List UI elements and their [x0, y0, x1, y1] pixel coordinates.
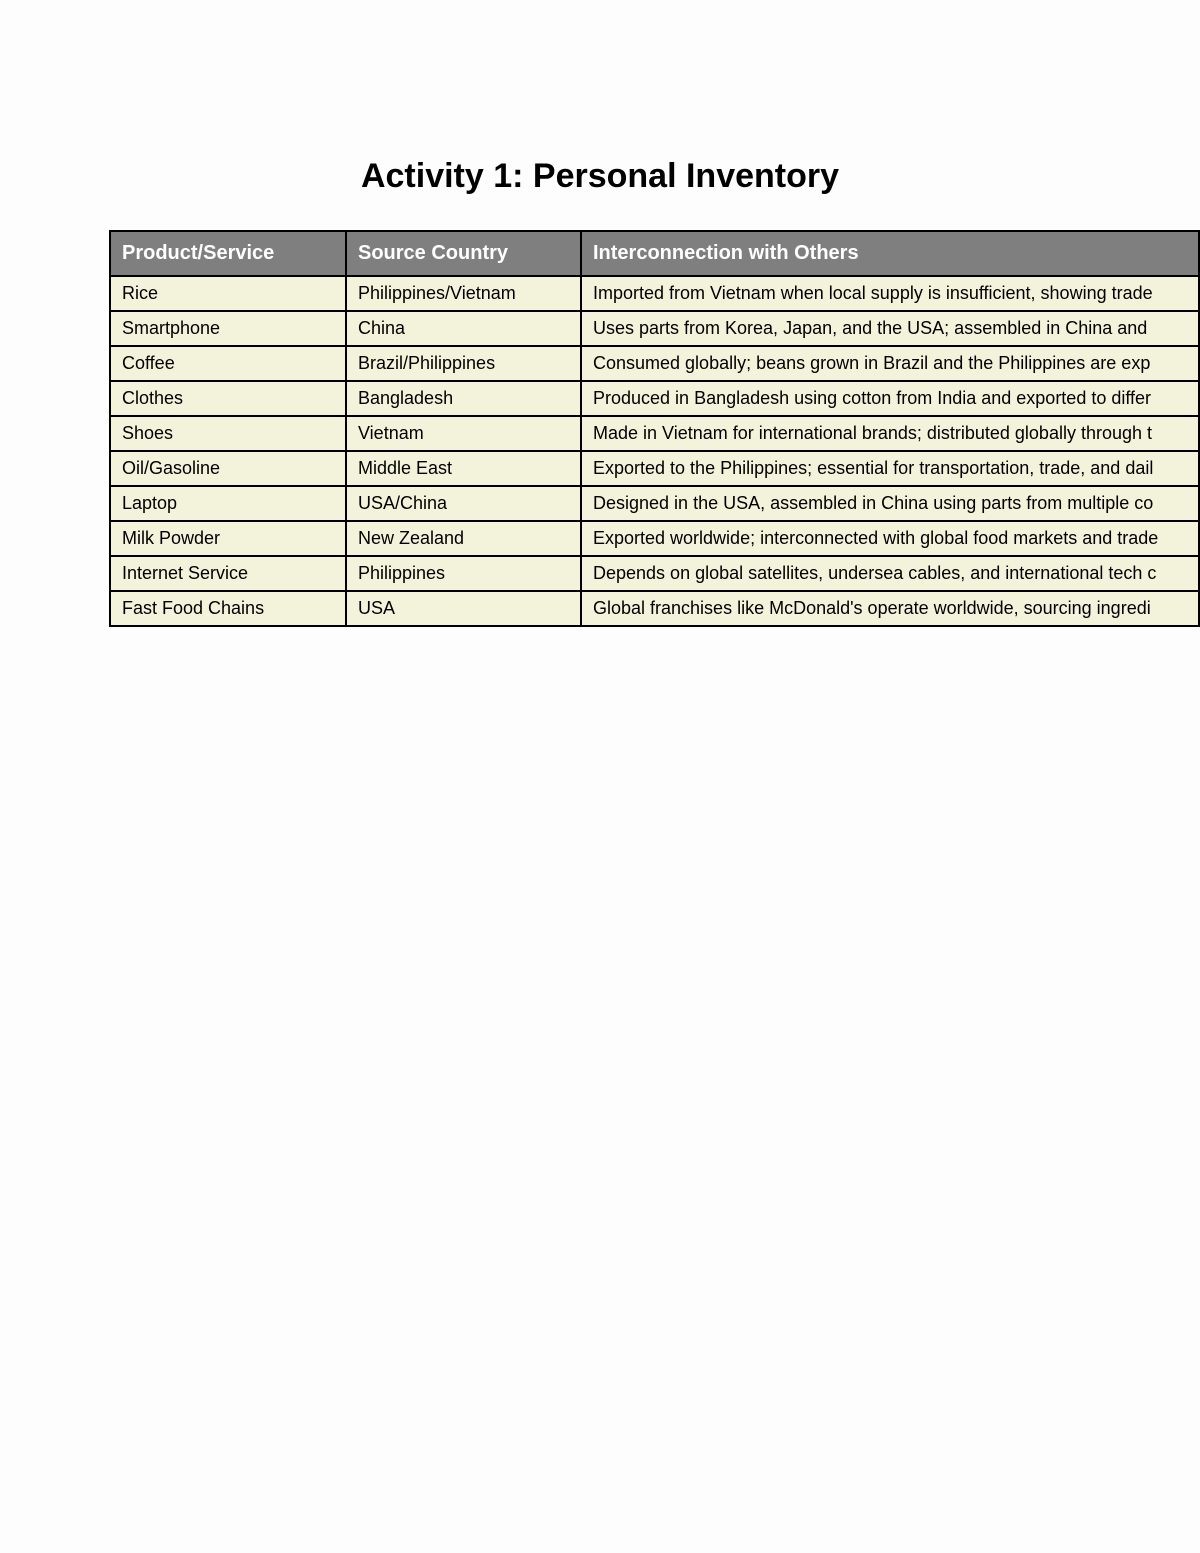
- page-title: Activity 1: Personal Inventory: [360, 157, 840, 195]
- cell-interconnection: Exported worldwide; interconnected with global food markets and trade: [581, 521, 1200, 556]
- cell-interconnection: Imported from Vietnam when local supply is insufficient, showing trade: [581, 276, 1200, 311]
- cell-source-country: Bangladesh: [346, 381, 581, 416]
- table-row: [110, 486, 1200, 521]
- cell-interconnection: Global franchises like McDonald's operate worldwide, sourcing ingredi: [581, 591, 1200, 626]
- cell-interconnection: Produced in Bangladesh using cotton from India and exported to differ: [581, 381, 1200, 416]
- cell-product: Oil/Gasoline: [110, 451, 346, 486]
- cell-product: Shoes: [110, 416, 346, 451]
- cell-interconnection: Depends on global satellites, undersea cables, and international tech c: [581, 556, 1200, 591]
- header-product-service: Product/Service: [110, 231, 346, 276]
- cell-product: Rice: [110, 276, 346, 311]
- header-source-country: Source Country: [346, 231, 581, 276]
- cell-source-country: Philippines/Vietnam: [346, 276, 581, 311]
- cell-interconnection: Designed in the USA, assembled in China using parts from multiple co: [581, 486, 1200, 521]
- cell-product: Internet Service: [110, 556, 346, 591]
- table-row: [110, 416, 1200, 451]
- cell-product: Smartphone: [110, 311, 346, 346]
- cell-interconnection: Uses parts from Korea, Japan, and the USA; assembled in China and: [581, 311, 1200, 346]
- table-row: [110, 311, 1200, 346]
- cell-source-country: Middle East: [346, 451, 581, 486]
- table-row: [110, 591, 1200, 626]
- cell-source-country: Vietnam: [346, 416, 581, 451]
- cell-interconnection: Exported to the Philippines; essential for transportation, trade, and dail: [581, 451, 1200, 486]
- table-row: [110, 381, 1200, 416]
- cell-product: Laptop: [110, 486, 346, 521]
- cell-source-country: Philippines: [346, 556, 581, 591]
- cell-source-country: New Zealand: [346, 521, 581, 556]
- header-interconnection: Interconnection with Others: [581, 231, 1200, 276]
- cell-interconnection: Consumed globally; beans grown in Brazil and the Philippines are exp: [581, 346, 1200, 381]
- cell-product: Clothes: [110, 381, 346, 416]
- table-header-row: [110, 231, 1200, 276]
- table-row: [110, 556, 1200, 591]
- cell-product: Fast Food Chains: [110, 591, 346, 626]
- inventory-table-container: [109, 230, 1200, 627]
- cell-interconnection: Made in Vietnam for international brands; distributed globally through t: [581, 416, 1200, 451]
- cell-source-country: China: [346, 311, 581, 346]
- cell-source-country: USA/China: [346, 486, 581, 521]
- cell-product: Coffee: [110, 346, 346, 381]
- cell-source-country: USA: [346, 591, 581, 626]
- inventory-table: [109, 230, 1200, 627]
- cell-product: Milk Powder: [110, 521, 346, 556]
- cell-source-country: Brazil/Philippines: [346, 346, 581, 381]
- table-row: [110, 276, 1200, 311]
- table-row: [110, 451, 1200, 486]
- table-row: [110, 521, 1200, 556]
- table-row: [110, 346, 1200, 381]
